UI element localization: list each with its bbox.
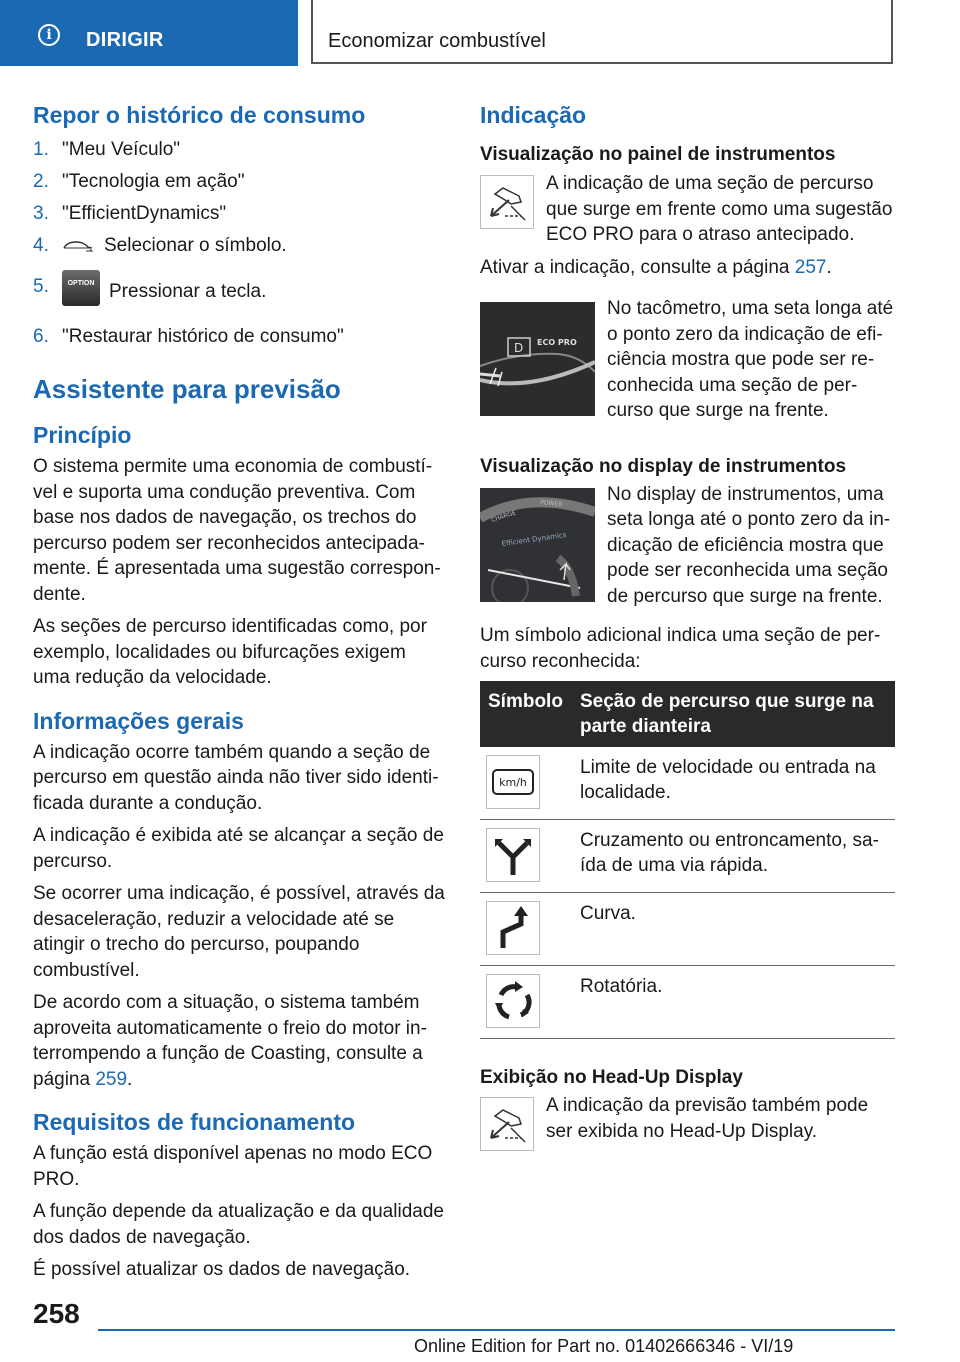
steps-list [33, 137, 448, 349]
chapter-title: Economizar combustível [328, 30, 546, 52]
forecast-icon [480, 175, 534, 229]
symbol-table [480, 681, 895, 1039]
table-cell: Limite de velocidade ou entrada na localidade. [572, 747, 895, 820]
symbol-intro: Um símbolo adicional indica uma seção de percurso reconhecida: [480, 625, 881, 672]
display-title: Visualização no display de instrumentos [480, 455, 847, 477]
display-text: No display de instrumentos, uma seta longa até o ponto zero da indicação de eficiência mostra que pode ser reconhecida uma seção de percurso que surge na frente. [607, 483, 891, 607]
panel-title: Visualização no painel de instrumentos [480, 144, 836, 165]
info-icon: i [38, 24, 60, 46]
display-efficient: Efficient Dynamics [501, 530, 567, 548]
step-item: 4. Selecionar o símbolo. [33, 235, 287, 256]
table-header-symbol: Símbolo [480, 681, 572, 747]
curve-icon [486, 901, 540, 955]
requirements-title: Requisitos de funcionamento [33, 1109, 356, 1135]
svg-text:km/h: km/h [499, 776, 527, 789]
activate-text: Ativar a indicação, consulte a página 257. [480, 256, 832, 278]
table-cell: Curva. [572, 893, 895, 966]
display-photo [480, 488, 595, 602]
tacho-text: No tacômetro, uma seta longa até o ponto zero da indicação de eficiência mostra que pode ser reconhecida uma seção de percurso que surge na frente. [607, 298, 894, 421]
assist-title: Assistente para previsão [33, 374, 341, 404]
section-tab [0, 0, 298, 66]
speed-limit-icon [486, 755, 540, 809]
option-button-icon: OPTION [62, 270, 100, 306]
footer-rule [98, 1329, 895, 1331]
page-link[interactable]: 257 [794, 256, 827, 278]
general-title: Informações gerais [33, 707, 244, 734]
page-number: 258 [33, 1298, 80, 1329]
right-column [480, 100, 895, 1151]
tacho-mode: ECO PRO [537, 338, 577, 347]
general-text: A indicação ocorre também quando a seção de percurso em questão ainda não tiver sido identificada durante a condução. [33, 741, 439, 814]
requirements-text: A função depende da atualização e da qualidade dos dados de navegação. [33, 1201, 444, 1248]
step-item: 6. "Restaurar histórico de consumo" [33, 326, 344, 347]
table-row [480, 966, 895, 1039]
junction-icon [486, 828, 540, 882]
section-title: DIRIGIR [86, 29, 164, 51]
step-item: 3. "EfficientDynamics" [33, 203, 227, 224]
tacho-gear: D [514, 341, 524, 355]
table-row [480, 747, 895, 820]
table-cell: Rotatória. [572, 966, 895, 1039]
left-column [33, 100, 448, 1283]
general-text: A indicação é exibida até se alcançar a seção de percurso. [33, 825, 444, 872]
principle-text: As seções de percurso identificadas como, por exemplo, localidades ou bifurcações exigem uma redução da velocidade. [33, 616, 427, 688]
hud-title: Exibição no Head-Up Display [480, 1067, 743, 1088]
hud-text: A indicação da previsão também pode ser exibida no Head-Up Display. [546, 1095, 869, 1142]
car-icon [62, 239, 94, 253]
chapter-header [311, 0, 893, 64]
requirements-text: É possível atualizar os dados de navegação. [33, 1259, 411, 1280]
table-header-section: Seção de percurso que surge na parte dianteira [572, 681, 895, 747]
roundabout-icon [486, 974, 540, 1028]
page-link[interactable]: 259 [95, 1068, 128, 1090]
step-item: 1. "Meu Veículo" [33, 139, 181, 160]
display-power: POWER [539, 498, 563, 508]
forecast-icon [480, 1097, 534, 1151]
display-charge: CHARGE [490, 508, 517, 524]
requirements-text: A função está disponível apenas no modo ECO PRO. [33, 1143, 433, 1190]
table-cell: Cruzamento ou entroncamento, saída de uma via rápida. [572, 820, 895, 893]
general-text: Se ocorrer uma indicação, é possível, através da desaceleração, reduzir a velocidade até se atingir o trecho do percurso, poupando combustível. [33, 883, 445, 981]
step-item: 5. OPTION Pressionar a tecla. [33, 274, 448, 310]
tachometer-photo [480, 302, 595, 416]
indication-title: Indicação [480, 102, 587, 128]
reset-title: Repor o histórico de consumo [33, 102, 366, 128]
general-text: De acordo com a situação, o sistema também aproveita automaticamente o freio do motor interrompendo a função de Coasting, consulte a página 259. [33, 992, 427, 1090]
principle-title: Princípio [33, 422, 132, 448]
footer-edition: Online Edition for Part no. 01402666346 - VI/19 [414, 1336, 794, 1356]
panel-text: A indicação de uma seção de percurso que surge em frente como uma sugestão ECO PRO para o atraso antecipado. [546, 173, 893, 245]
step-item: 2. "Tecnologia em ação" [33, 171, 245, 192]
table-row [480, 820, 895, 893]
principle-text: O sistema permite uma economia de combustível e suporta uma condução preventiva. Com base nos dados de navegação, os trechos do percurso podem ser reconhecidos antecipadamente. É apresentada uma sugestão correspondente. [33, 456, 441, 605]
table-row [480, 893, 895, 966]
